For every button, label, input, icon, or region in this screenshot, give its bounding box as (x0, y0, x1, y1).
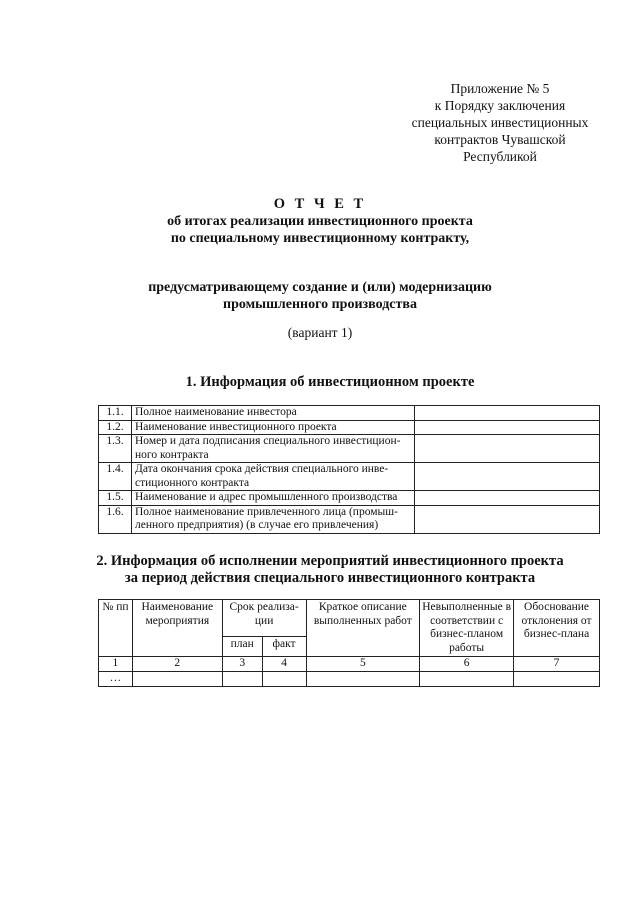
table-row (99, 420, 600, 435)
row-label: Полное наименование инвестора (132, 406, 415, 421)
report-title-line: по специальному инвестиционному контракту, (170, 231, 470, 246)
row-number: 1.5. (99, 491, 132, 506)
column-index: 2 (132, 657, 222, 672)
investment-project-table (98, 405, 600, 534)
section1-heading-text: 1. Информация об инвестиционном проекте (185, 374, 475, 390)
section1-heading (60, 374, 600, 391)
section2-heading-line: за период действия специального инвестиционного контракта (124, 570, 536, 586)
row-value[interactable] (415, 491, 600, 506)
header-plan: план (222, 636, 262, 656)
table-row (99, 406, 600, 421)
header-desc: Краткое описание выполненных работ (306, 600, 420, 657)
report-subtitle-line: промышленного производства (223, 297, 417, 312)
table-cell[interactable] (262, 671, 306, 686)
row-value[interactable] (415, 463, 600, 491)
table-cell[interactable] (420, 671, 514, 686)
column-index: 3 (222, 657, 262, 672)
table-index-row (99, 657, 600, 672)
row-value[interactable] (415, 406, 600, 421)
row-value[interactable] (415, 505, 600, 533)
row-number: 1.3. (99, 435, 132, 463)
row-value[interactable] (415, 420, 600, 435)
activities-table (98, 599, 600, 687)
row-value[interactable] (415, 435, 600, 463)
table-cell[interactable] (222, 671, 262, 686)
header-term: Срок реализа-ции (222, 600, 306, 637)
table-cell[interactable] (514, 671, 600, 686)
column-index: 4 (262, 657, 306, 672)
column-index: 5 (306, 657, 420, 672)
appendix-line: к Порядку заключения (434, 98, 566, 113)
section2-heading-line: 2. Информация об исполнении мероприятий инвестиционного проекта (96, 553, 564, 569)
report-subtitle-line: предусматривающему создание и (или) модернизацию (148, 280, 492, 295)
appendix-line: Приложение № 5 (450, 81, 550, 96)
column-index: 7 (514, 657, 600, 672)
row-label: Наименование и адрес промышленного производства (132, 491, 415, 506)
header-fact: факт (262, 636, 306, 656)
column-index: 1 (99, 657, 133, 672)
table-row (99, 671, 600, 686)
row-label: Наименование инвестиционного проекта (132, 420, 415, 435)
row-label: Дата окончания срока действия специального инве-стиционного контракта (132, 463, 415, 491)
header-name: Наименование мероприятия (132, 600, 222, 657)
row-label: Номер и дата подписания специального инвестицион-ного контракта (132, 435, 415, 463)
column-index: 6 (420, 657, 514, 672)
table-row (99, 463, 600, 491)
header-undone: Невыполненные в соответствии с бизнес-планом работы (420, 600, 514, 657)
report-title-line: об итогах реализации инвестиционного проекта (167, 214, 473, 229)
appendix-line: контрактов Чувашской (434, 132, 566, 147)
row-label: Полное наименование привлеченного лица (промыш-ленного предприятия) (в случае его привлечения) (132, 505, 415, 533)
report-title-word: О Т Ч Е Т (273, 196, 367, 212)
row-number: 1.4. (99, 463, 132, 491)
table-header-row (99, 600, 600, 637)
row-number: 1.1. (99, 406, 132, 421)
section2-heading (60, 553, 600, 587)
table-row (99, 505, 600, 533)
table-cell[interactable] (132, 671, 222, 686)
report-subtitle (80, 279, 560, 313)
appendix-line: Республикой (463, 149, 537, 164)
row-ellipsis: … (99, 671, 133, 686)
appendix-line: специальных инвестиционных (411, 115, 589, 130)
variant-label: (вариант 1) (287, 325, 353, 340)
header-num: № пп (99, 600, 133, 657)
report-title (80, 196, 560, 247)
table-row (99, 435, 600, 463)
row-number: 1.6. (99, 505, 132, 533)
row-number: 1.2. (99, 420, 132, 435)
header-reason: Обоснование отклонения от бизнес-плана (514, 600, 600, 657)
table-cell[interactable] (306, 671, 420, 686)
table-row (99, 491, 600, 506)
appendix-note (400, 80, 600, 165)
